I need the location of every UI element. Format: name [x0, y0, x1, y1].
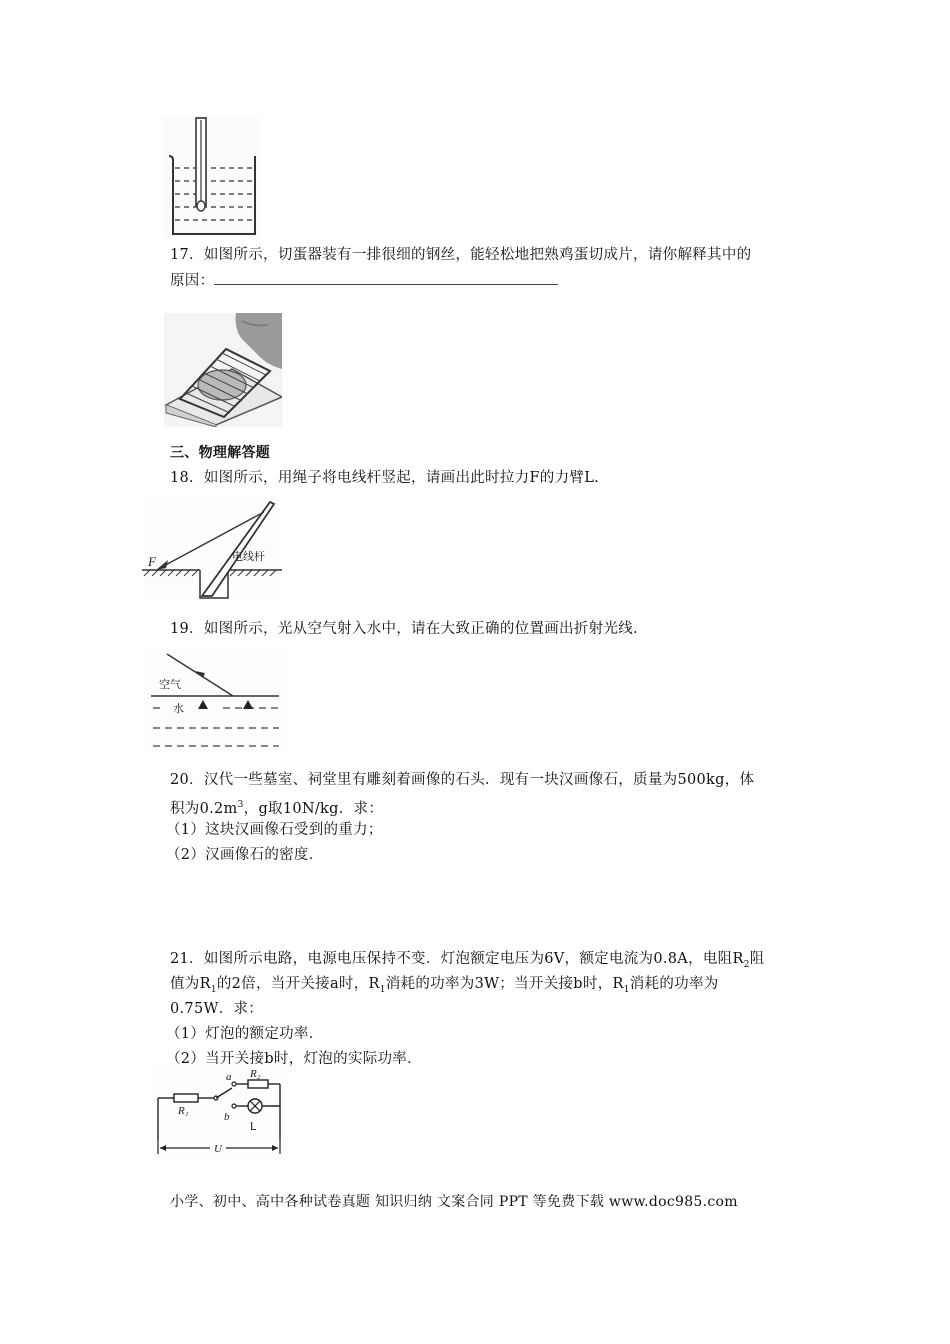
q18-text: 18．如图所示，用绳子将电线杆竖起，请画出此时拉力F的力臂L.: [170, 470, 600, 486]
q20-line1: 20．汉代一些墓室、祠堂里有雕刻着画像的石头．现有一块汉画像石，质量为500kg，体: [170, 772, 755, 788]
q21-line1-tail: 阻: [749, 951, 765, 967]
q18-force-label: F: [148, 554, 156, 569]
q19-air-label: 空气: [159, 678, 181, 691]
q17-line1: 17．如图所示，切蛋器装有一排很细的钢丝，能轻松地把熟鸡蛋切成片，请你解释其中的: [170, 247, 752, 263]
section-3-heading: 三、物理解答题: [170, 445, 271, 461]
q21-line2-part-c: 消耗的功率为3W；当开关接b时，R: [385, 976, 624, 992]
q20-volume-text: 积为0.2m: [170, 800, 238, 817]
utility-pole-figure: [142, 498, 282, 600]
refraction-figure: [143, 648, 283, 754]
q21-line2-part-a: 值为R: [170, 976, 211, 992]
egg-slicer-figure: [164, 313, 282, 427]
contact-a-label: a: [226, 1071, 232, 1083]
q21-line2-sub3: 1: [623, 984, 630, 995]
q20-line2: [170, 793, 383, 821]
lamp-label: L: [250, 1120, 257, 1133]
beaker-figure: [163, 116, 259, 238]
q21-line3: 0.75W．求：: [170, 1001, 264, 1017]
q20-gravity-text: ，g取10N/kg．求：: [243, 800, 384, 817]
q19-water-label: 水: [173, 702, 184, 715]
q21-sub1: （1）灯泡的额定功率．: [166, 1026, 324, 1042]
r2-label: R₂: [250, 1068, 261, 1080]
q21-r2-subscript: 2: [743, 959, 750, 970]
page-footer: 小学、初中、高中各种试卷真题 知识归纳 文案合同 PPT 等免费下载 www.doc985.com: [170, 1194, 738, 1210]
q20-sub2: （2）汉画像石的密度．: [166, 847, 324, 863]
q21-line1-text: 21．如图所示电路，电源电压保持不变．灯泡额定电压为6V，额定电流为0.8A，电阻R: [170, 951, 744, 967]
q19-text: 19．如图所示，光从空气射入水中，请在大致正确的位置画出折射光线.: [170, 621, 638, 637]
q20-volume-exponent: 3: [237, 800, 244, 810]
r1-label: R₁: [178, 1105, 189, 1117]
q21-sub2: （2）当开关接b时，灯泡的实际功率．: [166, 1051, 422, 1067]
q21-line2-part-d: 消耗的功率为: [629, 976, 719, 992]
q17-reason-label: 原因：: [170, 273, 215, 289]
q21-line2-part-b: 的2倍，当开关接a时，R: [216, 976, 380, 992]
q21-line2-sub2: 1: [379, 984, 386, 995]
circuit-figure: [152, 1068, 288, 1162]
contact-b-label: b: [224, 1111, 230, 1123]
q17-line2: [170, 269, 558, 293]
voltage-label: U: [214, 1143, 222, 1155]
q17-answer-blank[interactable]: [214, 270, 558, 285]
q18-pole-label: 电线杆: [232, 550, 265, 563]
q20-sub1: （1）这块汉画像石受到的重力；: [166, 822, 383, 838]
q21-line2-sub1: 1: [210, 984, 217, 995]
